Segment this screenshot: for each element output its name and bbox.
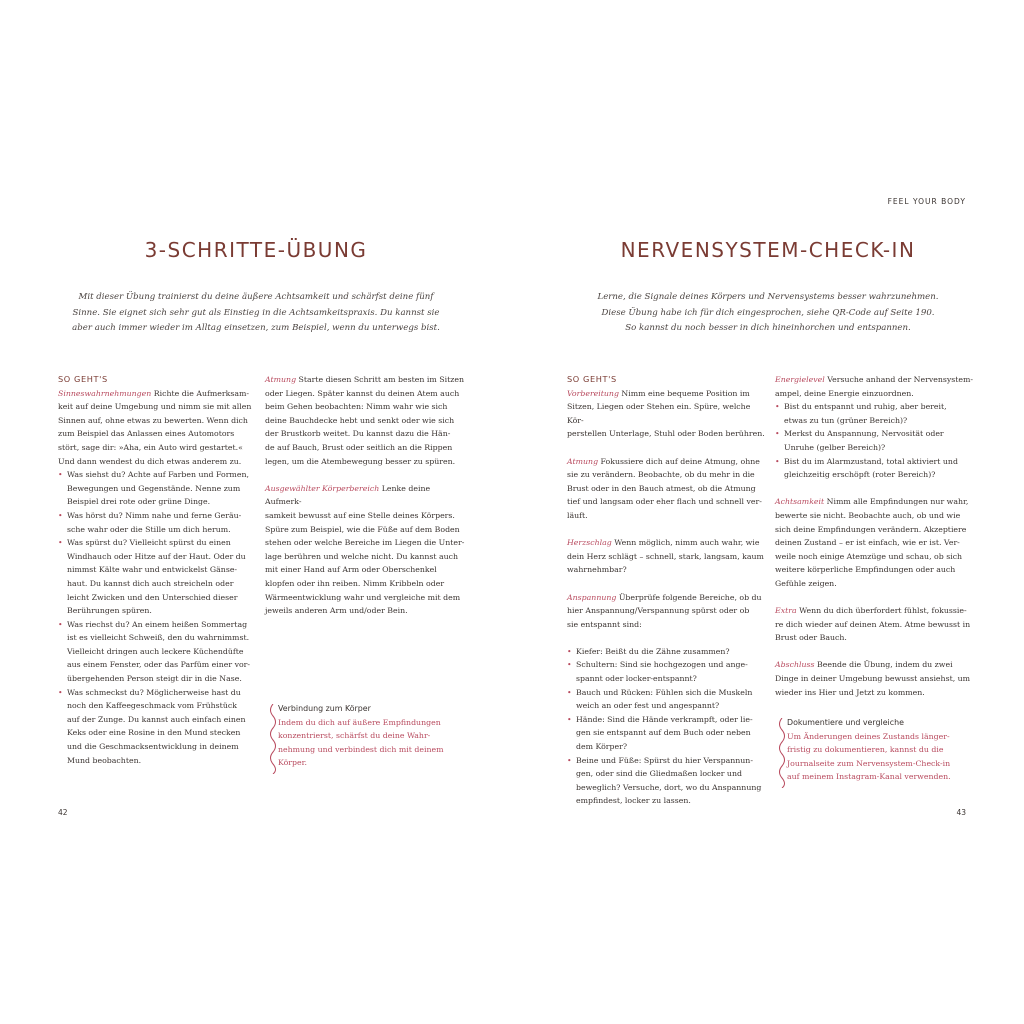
text-line: Berührungen spüren. [67, 606, 152, 616]
text-line [265, 373, 465, 387]
text-line: Was riechst du? An einem heißen Sommertag [67, 619, 248, 629]
text-line: nimmst Kälte wahr und entwickelst Gänse- [67, 565, 238, 575]
text-line: Schultern: Sind sie hochgezogen und ange- [576, 660, 748, 670]
text-line: gen, oder sind die Gliedmaßen locker und [576, 769, 742, 779]
line-text: Dinge in deiner Umgebung bewusst ansiehst, um [775, 674, 971, 684]
line-text: der Brustkorb weitet. Du kannst dazu die Hän- [265, 429, 451, 439]
text-line [265, 577, 465, 591]
line-text: stehen oder welche Bereiche im Liegen die Unter- [265, 538, 465, 548]
keyword: Atmung [265, 375, 297, 384]
text-line [265, 523, 465, 537]
intro-line: So kannst du noch besser in dich hineinhorchen und entspannen. [625, 323, 911, 333]
line-text: Überprüfe folgende Bereiche, ob du [616, 592, 762, 602]
keyword: Energielevel [775, 375, 825, 384]
right-column-2 [775, 373, 975, 713]
text-line: Bist du entspannt und ruhig, aber bereit, [784, 402, 947, 412]
line-text: Versuche anhand der Nervensystem- [824, 375, 974, 384]
text-line [775, 631, 975, 645]
line-text: dein Herz schlägt – schnell, stark, langsam, kaum [567, 551, 764, 561]
text-line: Beispiel drei rote oder grüne Dinge. [67, 497, 211, 507]
line-text: wieder ins Hier und Jetzt zu kommen. [775, 687, 925, 697]
text-line: Windhauch oder Hitze auf der Haut. Oder du [67, 551, 246, 561]
text-line: Bist du im Alarmzustand, total aktiviert und [784, 456, 958, 466]
line-text: hier Anspannung/Verspannung spürst oder ob [567, 606, 750, 616]
text-line [567, 468, 767, 482]
text-line [775, 536, 975, 550]
bullet-list [567, 645, 767, 808]
info-box-heading: Verbindung zum Körper [278, 704, 371, 713]
text-line [58, 427, 254, 441]
bullet-icon: • [567, 687, 572, 697]
line-text: re dich wieder auf deinen Atem. Atme bewusst in [775, 619, 971, 629]
line-text: Lenke deine Aufmerk- [265, 483, 431, 507]
list-item [58, 618, 254, 686]
text-line [567, 563, 767, 577]
text-line: Keks oder eine Rosine in den Mund stecken [67, 728, 241, 738]
text-line [58, 387, 254, 401]
text-line: Bauch und Rücken: Fühlen sich die Muskeln [576, 687, 753, 697]
text-line [265, 387, 465, 401]
column-paragraphs [775, 495, 975, 699]
text-line: fristig zu dokumentieren, kannst du die [787, 745, 944, 755]
line-text: klopfen oder ihn reiben. Nimm Kribbeln oder [265, 578, 445, 588]
text-line [567, 536, 767, 550]
line-text: Wenn du dich überfordert fühlst, fokussie- [796, 606, 967, 616]
text-line [265, 509, 465, 523]
keyword: Herzschlag [567, 538, 612, 548]
text-line [775, 658, 975, 672]
text-line [265, 441, 465, 455]
text-line [265, 455, 465, 469]
line-text: beim Gehen beobachten: Nimm wahr wie sich [265, 402, 448, 412]
line-text: Fokussiere dich auf deine Atmung, ohne [598, 456, 760, 466]
info-box-left [278, 702, 468, 770]
intro-line: Sinne. Sie eignet sich sehr gut als Einstieg in die Achtsamkeitspraxis. Du kannst sie [72, 307, 440, 318]
paragraph [265, 482, 465, 618]
keyword: Vorbereitung [567, 388, 619, 398]
paragraph [58, 387, 254, 469]
line-text: lage berühren und welche nicht. Du kannst auch [265, 551, 459, 561]
text-line: leicht Zwicken und den Unterschied dieser [67, 592, 238, 602]
list-item [775, 400, 975, 427]
info-box-body [787, 730, 977, 784]
text-line [775, 523, 975, 537]
text-line [265, 414, 465, 428]
list-item [58, 686, 254, 768]
text-line: gleichzeitig erschöpft (roter Bereich)? [784, 470, 936, 480]
bullet-list [58, 468, 254, 767]
right-page [512, 0, 1024, 1024]
bullet-icon: • [567, 660, 572, 670]
line-text: jeweils anderen Arm und/oder Bein. [265, 606, 408, 616]
intro-right [582, 290, 954, 337]
text-line: Mund beobachten. [67, 755, 142, 765]
page-number-left: 42 [58, 808, 68, 817]
text-line [775, 686, 975, 700]
keyword: Anspannung [567, 592, 617, 602]
line-text: oder Liegen. Später kannst du deinen Atem auch [265, 388, 460, 398]
text-line: Indem du dich auf äußere Empfindungen [278, 717, 441, 727]
line-text: Sinnen auf, ohne etwas zu bewerten. Wenn dich [58, 415, 248, 425]
bullet-icon: • [58, 510, 63, 520]
line-text: weitere körperliche Empfindungen oder auch [775, 565, 956, 575]
intro-line: Diese Übung habe ich für dich eingesprochen, siehe QR-Code auf Seite 190. [601, 307, 935, 318]
list-item [567, 658, 767, 685]
text-line: sche wahr oder die Stille um dich herum. [67, 524, 231, 534]
line-text: Richte die Aufmerksam- [151, 388, 250, 398]
text-line: Beine und Füße: Spürst du hier Verspannun- [576, 755, 753, 765]
text-line: auf meinem Instagram-Kanal verwenden. [787, 772, 951, 782]
text-line: Merkst du Anspannung, Nervosität oder [784, 429, 944, 439]
section-heading: SO GEHT'S [58, 374, 108, 384]
bullet-icon: • [775, 429, 780, 439]
text-line [265, 427, 465, 441]
line-text: de auf Bauch, Brust oder seitlich an die Rippen [265, 442, 453, 452]
text-line: Was hörst du? Nimm nahe und ferne Geräu- [67, 510, 242, 520]
text-line: empfindest, locker zu lassen. [576, 796, 691, 806]
text-line [265, 400, 465, 414]
info-box-right [787, 716, 977, 784]
text-line [265, 550, 465, 564]
line-text: sich deine Empfindungen verändern. Akzeptiere [775, 524, 967, 534]
column-content [265, 373, 465, 618]
text-line [58, 414, 254, 428]
text-line [775, 577, 975, 591]
line-text: wahrnehmbar? [567, 565, 627, 575]
line-text: perstellen Unterlage, Stuhl oder Boden berühren. [567, 429, 765, 439]
bullet-icon: • [567, 755, 572, 765]
text-line: Vielleicht dringen auch leckere Küchendüfte [67, 646, 244, 656]
line-text: mit einer Hand auf Arm oder Oberschenkel [265, 565, 437, 575]
text-line [775, 550, 975, 564]
text-line [775, 563, 975, 577]
line-text: bewerte sie nicht. Beobachte auch, ob und wie [775, 510, 961, 520]
bullet-icon: • [58, 538, 63, 548]
line-text: deinen Zustand – er ist einfach, wie er ist. Ver- [775, 538, 960, 548]
text-line: beweglich? Versuche, dort, wo du Anspannung [576, 782, 762, 792]
line-text: Nimm eine bequeme Position im [618, 388, 750, 398]
keyword: Sinneswahrnehmungen [58, 388, 152, 398]
text-line: noch den Kaffeegeschmack vom Frühstück [67, 701, 237, 711]
text-line: Körper. [278, 758, 307, 768]
line-text: weile noch einige Atemzüge und schau, ob sich [775, 551, 963, 561]
line-text: legen, um die Atembewegung besser zu spüren. [265, 456, 456, 466]
list-item [567, 713, 767, 754]
text-line: Was spürst du? Vielleicht spürst du einen [67, 538, 231, 548]
page-number-right: 43 [956, 808, 966, 817]
text-line [567, 618, 767, 632]
text-line [265, 536, 465, 550]
line-text: Brust oder Bauch. [775, 633, 847, 643]
text-line: und die Geschmacksentwicklung in deinem [67, 742, 239, 752]
text-line [58, 441, 254, 455]
text-line: Was siehst du? Achte auf Farben und Formen, [67, 470, 249, 480]
intro-line: Mit dieser Übung trainierst du deine äußere Achtsamkeit und schärfst deine fünf [78, 292, 434, 302]
text-line [567, 482, 767, 496]
text-line: Was schmeckst du? Möglicherweise hast du [67, 687, 241, 697]
bullet-list [775, 400, 975, 482]
text-line [567, 455, 767, 469]
list-item [775, 455, 975, 482]
line-text: samkeit bewusst auf eine Stelle deines Körpers. [265, 510, 455, 520]
line-text: keit auf deine Umgebung und nimm sie mit allen [58, 402, 252, 412]
keyword: Extra [775, 606, 797, 616]
list-item [58, 509, 254, 536]
line-text: zum Beispiel das Anlassen eines Automotors [58, 429, 235, 439]
line-text: sie zu verändern. Beobachte, ob du mehr in die [567, 470, 755, 480]
text-line [775, 387, 975, 401]
text-line: spannt oder locker-entspannt? [576, 674, 697, 684]
intro-line: aber auch immer wieder im Alltag einsetzen, zum Beispiel, wenn du unterwegs bist. [72, 323, 440, 333]
text-line: Unruhe (gelber Bereich)? [784, 442, 886, 452]
text-line: aus einem Fenster, oder das Parfüm einer vor- [67, 660, 251, 670]
left-column-2 [265, 373, 465, 631]
text-line [567, 400, 767, 427]
text-line [567, 604, 767, 618]
text-line [567, 591, 767, 605]
squiggle-icon [776, 718, 786, 788]
text-line: Kiefer: Beißt du die Zähne zusammen? [576, 646, 730, 656]
line-text: deine Bauchdecke hebt und senkt oder wie sich [265, 415, 455, 425]
keyword: Atmung [567, 456, 599, 466]
line-text: Nimm alle Empfindungen nur wahr, [824, 497, 969, 507]
left-column-1 [58, 373, 254, 781]
bullet-icon: • [58, 619, 63, 629]
intro-left [70, 290, 442, 337]
bullet-icon: • [567, 714, 572, 724]
text-line [265, 591, 465, 605]
line-text: Sitzen, Liegen oder Stehen ein. Spüre, welche Kör- [567, 402, 751, 425]
text-line [775, 509, 975, 523]
line-text: Beende die Übung, indem du zwei [814, 660, 953, 670]
text-line: Bewegungen und Gegenstände. Nenne zum [67, 483, 241, 493]
text-line: ist es vielleicht Schweiß, den du wahrnimmst. [67, 633, 250, 643]
bullet-icon: • [58, 470, 63, 480]
text-line [567, 509, 767, 523]
line-text: Und dann wendest du dich etwas anderem zu. [58, 456, 242, 466]
paragraph [265, 373, 465, 468]
intro-line: Lerne, die Signale deines Körpers und Nervensystems besser wahrzunehmen. [597, 292, 939, 302]
text-line: auf der Zunge. Du kannst auch einfach einen [67, 714, 246, 724]
text-line [775, 672, 975, 686]
text-line: Um Änderungen deines Zustands länger- [787, 731, 950, 741]
line-text: stört, sage dir: »Aha, ein Auto wird gestartet.« [58, 442, 243, 452]
text-line: übergehenden Person steigt dir in die Nase. [67, 674, 242, 684]
line-text: tief und langsam oder eher flach und schnell ver- [567, 497, 762, 507]
text-line: haut. Du kannst dich auch streicheln oder [67, 578, 234, 588]
list-item [58, 536, 254, 618]
text-line [567, 427, 767, 441]
text-line [265, 482, 465, 509]
info-box-heading: Dokumentiere und vergleiche [787, 718, 904, 727]
text-line: weich an oder fest und angespannt? [576, 701, 720, 711]
paragraph [567, 455, 767, 523]
text-line: gen sie entspannt auf dem Buch oder neben [576, 728, 751, 738]
paragraph [775, 495, 975, 590]
bullet-icon: • [567, 646, 572, 656]
paragraph [775, 373, 975, 400]
list-item [58, 468, 254, 509]
text-line: etwas zu tun (grüner Bereich)? [784, 415, 908, 425]
line-text: ampel, deine Energie einzuordnen. [775, 388, 914, 398]
text-line [265, 563, 465, 577]
text-line [775, 495, 975, 509]
text-line [567, 387, 767, 401]
page-title-left: 3-SCHRITTE-ÜBUNG [144, 238, 368, 262]
bullet-icon: • [775, 456, 780, 466]
section-heading: SO GEHT'S [567, 374, 617, 384]
line-text: Spüre zum Beispiel, wie die Füße auf dem Boden [265, 524, 460, 534]
list-item [567, 754, 767, 808]
text-line [567, 495, 767, 509]
text-line: konzentrierst, schärfst du deine Wahr- [278, 731, 431, 741]
text-line [567, 550, 767, 564]
text-line [775, 373, 975, 387]
text-line: Journalseite zum Nervensystem-Check-in [787, 758, 951, 768]
line-text: Starte diesen Schritt am besten im Sitzen [296, 375, 464, 384]
keyword: Abschluss [775, 660, 815, 670]
text-line [775, 618, 975, 632]
text-line [58, 455, 254, 469]
bullet-icon: • [58, 687, 63, 697]
line-text: Wenn möglich, nimm auch wahr, wie [611, 538, 760, 548]
running-head: FEEL YOUR BODY [887, 197, 966, 206]
squiggle-icon [267, 704, 277, 774]
bullet-icon: • [775, 402, 780, 412]
text-line [58, 400, 254, 414]
info-box-body [278, 716, 468, 770]
list-item [775, 427, 975, 454]
right-column-1 [567, 373, 767, 822]
line-text: sie entspannt sind: [567, 619, 642, 629]
list-item [567, 645, 767, 659]
paragraph [567, 387, 767, 441]
line-text: läuft. [567, 510, 588, 520]
keyword: Achtsamkeit [775, 497, 825, 507]
text-line [775, 604, 975, 618]
text-line: nehmung und verbindest dich mit deinem [278, 744, 444, 754]
text-line: dem Körper? [576, 742, 628, 752]
text-line [265, 604, 465, 618]
column-paragraphs [567, 387, 767, 632]
keyword: Ausgewählter Körperbereich [265, 483, 380, 493]
page-title-right: NERVENSYSTEM-CHECK-IN [620, 238, 916, 262]
paragraph [775, 604, 975, 645]
text-line: Hände: Sind die Hände verkrampft, oder lie- [576, 714, 753, 724]
line-text: Gefühle zeigen. [775, 578, 837, 588]
line-text: Brust oder in den Bauch atmest, ob die Atmung [567, 483, 756, 493]
line-text: Wärmeentwicklung wahr und vergleiche mit dem [265, 592, 461, 602]
paragraph [775, 658, 975, 699]
paragraph [567, 536, 767, 577]
paragraph [567, 591, 767, 632]
list-item [567, 686, 767, 713]
